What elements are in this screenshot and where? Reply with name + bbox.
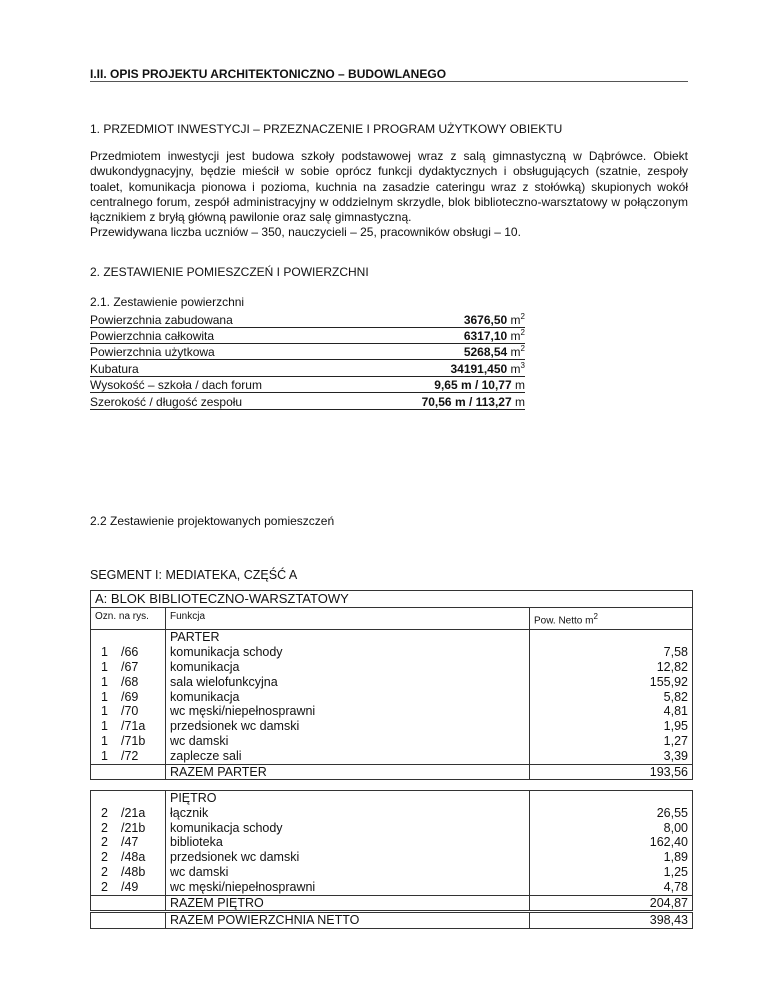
room-number: /69: [121, 689, 139, 704]
room-number: /71a: [121, 719, 146, 734]
cell: [91, 912, 166, 929]
table-row: [91, 660, 693, 675]
area-unit-sup: 2: [520, 328, 525, 338]
room-number: /72: [121, 748, 139, 763]
table-row: [91, 719, 693, 734]
floor-number: 1: [101, 659, 108, 674]
floor-number: 1: [101, 645, 108, 660]
room-id: [91, 880, 166, 895]
area-row: [90, 327, 525, 344]
room-number: /48b: [121, 864, 146, 879]
floor-label: PARTER: [166, 630, 530, 645]
area-number: 6317,10: [463, 329, 508, 344]
room-function: komunikacja schody: [166, 821, 530, 836]
room-function: przedsionek wc damski: [166, 719, 530, 734]
room-area: 1,25: [530, 865, 693, 880]
room-function: zaplecze sali: [166, 749, 530, 764]
area-unit: m: [510, 313, 521, 327]
room-number: /21b: [121, 820, 146, 835]
area-value: [450, 359, 525, 376]
area-value: [464, 326, 525, 343]
cell: [91, 764, 166, 780]
col-header-sup: 2: [593, 612, 598, 621]
table-row: [91, 704, 693, 719]
cell: [530, 630, 693, 645]
room-id: [91, 690, 166, 705]
room-id: [91, 645, 166, 660]
table-row: [91, 749, 693, 764]
col-header-area: [530, 608, 693, 630]
cell: [530, 791, 693, 806]
room-area: 12,82: [530, 660, 693, 675]
floor-number: 2: [101, 835, 108, 850]
room-function: łącznik: [166, 806, 530, 821]
area-label: Powierzchnia zabudowana: [90, 313, 233, 327]
headcount-paragraph: Przewidywana liczba uczniów – 350, nauczycieli – 25, pracowników obsługi – 10.: [90, 225, 521, 240]
col-header-area-label: Pow. Netto m: [534, 615, 594, 627]
room-function: sala wielofunkcyjna: [166, 675, 530, 690]
total-row: [91, 764, 693, 780]
area-row: [90, 360, 525, 377]
total-label: RAZEM PIĘTRO: [166, 895, 530, 912]
floor-number: 1: [101, 719, 108, 734]
room-number: /70: [121, 704, 139, 719]
total-value: 204,87: [530, 895, 693, 912]
cell: [91, 895, 166, 912]
area-unit: m: [510, 329, 521, 344]
room-function: wc damski: [166, 865, 530, 880]
table-row: [91, 835, 693, 850]
col-header-ozn: Ozn. na rys.: [91, 608, 166, 630]
area-row: [90, 393, 525, 410]
room-id: [91, 865, 166, 880]
rooms-table-parter: [90, 590, 693, 780]
room-area: 26,55: [530, 806, 693, 821]
floor-number: 2: [101, 850, 108, 865]
table-row: [91, 675, 693, 690]
floor-number: 2: [101, 864, 108, 879]
room-area: 155,92: [530, 675, 693, 690]
section1-heading: 1. PRZEDMIOT INWESTYCJI – PRZEZNACZENIE I PROGRAM UŻYTKOWY OBIEKTU: [90, 122, 563, 136]
area-unit: m: [515, 377, 525, 392]
room-id: [91, 749, 166, 764]
floor-number: 1: [101, 674, 108, 689]
table-row: [91, 690, 693, 705]
table-row: [91, 880, 693, 895]
grand-total-row: [91, 912, 693, 929]
area-number: 3676,50: [463, 313, 508, 327]
room-function: komunikacja schody: [166, 645, 530, 660]
room-id: [91, 821, 166, 836]
room-number: /68: [121, 674, 139, 689]
area-number: 34191,450: [450, 361, 508, 376]
cell: [91, 791, 166, 806]
room-id: [91, 704, 166, 719]
area-value: [422, 395, 525, 409]
floor-number: 1: [101, 733, 108, 748]
grand-total-value: 398,43: [530, 912, 693, 929]
area-value: [434, 378, 525, 392]
room-id: [91, 660, 166, 675]
area-label: Wysokość – szkoła / dach forum: [90, 377, 262, 392]
document-title: I.II. OPIS PROJEKTU ARCHITEKTONICZNO – BUDOWLANEGO: [90, 67, 447, 81]
total-row: [91, 895, 693, 912]
room-area: 5,82: [530, 690, 693, 705]
room-number: /47: [121, 835, 139, 850]
area-unit: m: [510, 361, 521, 376]
area-unit-sup: 2: [520, 344, 525, 354]
area-summary-heading: 2.1. Zestawienie powierzchni: [90, 295, 245, 309]
room-function: wc męski/niepełnosprawni: [166, 704, 530, 719]
room-function: wc męski/niepełnosprawni: [166, 880, 530, 895]
room-area: 3,39: [530, 749, 693, 764]
block-title: A: BLOK BIBLIOTECZNO-WARSZTATOWY: [91, 591, 693, 608]
grand-total-label: RAZEM POWIERZCHNIA NETTO: [166, 912, 530, 929]
room-number: /66: [121, 645, 139, 660]
room-id: [91, 850, 166, 865]
area-label: Powierzchnia całkowita: [90, 329, 215, 344]
room-id: [91, 806, 166, 821]
room-function: komunikacja: [166, 690, 530, 705]
room-area: 4,78: [530, 880, 693, 895]
section2-heading: 2. ZESTAWIENIE POMIESZCZEŃ I POWIERZCHNI: [90, 265, 369, 279]
table-row: [91, 821, 693, 836]
room-function: biblioteka: [166, 835, 530, 850]
area-number: 9,65 m / 10,77: [434, 377, 512, 392]
floor-number: 2: [101, 805, 108, 820]
floor-number: 2: [101, 820, 108, 835]
segment-heading: SEGMENT I: MEDIATEKA, CZĘŚĆ A: [90, 568, 298, 582]
room-number: /71b: [121, 733, 146, 748]
area-row: [90, 311, 525, 328]
room-function: komunikacja: [166, 660, 530, 675]
room-id: [91, 734, 166, 749]
room-id: [91, 835, 166, 850]
table-row: [91, 645, 693, 660]
area-unit: m: [510, 345, 521, 360]
area-value: [464, 310, 525, 327]
room-function: przedsionek wc damski: [166, 850, 530, 865]
room-area: 1,95: [530, 719, 693, 734]
area-value: [464, 342, 525, 359]
floor-number: 1: [101, 689, 108, 704]
area-label: Kubatura: [90, 361, 139, 376]
room-number: /49: [121, 879, 139, 894]
room-area: 1,89: [530, 850, 693, 865]
room-area: 162,40: [530, 835, 693, 850]
total-value: 193,56: [530, 764, 693, 780]
rooms-table-pietro: [90, 790, 693, 929]
area-unit-sup: 2: [520, 312, 525, 321]
floor-number: 1: [101, 748, 108, 763]
room-id: [91, 675, 166, 690]
area-unit: m: [515, 395, 525, 409]
table-row: [91, 734, 693, 749]
section1-text: [90, 149, 688, 241]
room-id: [91, 719, 166, 734]
total-label: RAZEM PARTER: [166, 764, 530, 780]
description-paragraph: Przedmiotem inwestycji jest budowa szkoły podstawowej wraz z salą gimnastyczną w Dąbrówce. Obiekt dwukondygnacyjny, będzie mieścił w sobie oprócz funkcji dydaktycznych i obsługujących (szatnie, zespoły toalet, komunikacja pionowa i pozioma, kuchnia na zasadzie cateringu wraz z stołówką) skupionych wokół centralnego forum, zespół administracyjny w oddzielnym skrzydle, blok biblioteczno-warsztatowy w połączonym łącznikiem z bryłą główną pawilonie oraz salę gimnastyczną.: [90, 149, 688, 225]
col-header-funkcja: Funkcja: [166, 608, 530, 630]
area-label: Szerokość / długość zespołu: [90, 395, 243, 409]
room-function: wc damski: [166, 734, 530, 749]
room-area: 8,00: [530, 821, 693, 836]
room-area: 7,58: [530, 645, 693, 660]
floor-number: 2: [101, 879, 108, 894]
area-number: 5268,54: [463, 345, 508, 360]
table-row: [91, 865, 693, 880]
table-row: [91, 806, 693, 821]
area-row: [90, 376, 525, 393]
room-number: /67: [121, 659, 139, 674]
room-number: /21a: [121, 805, 146, 820]
title-underline: [90, 81, 688, 82]
table-row: [91, 850, 693, 865]
room-area: 1,27: [530, 734, 693, 749]
area-unit-sup: 3: [520, 360, 525, 370]
cell: [91, 630, 166, 645]
room-area: 4,81: [530, 704, 693, 719]
rooms-heading: 2.2 Zestawienie projektowanych pomieszczeń: [90, 514, 335, 528]
floor-label: PIĘTRO: [166, 791, 530, 806]
area-label: Powierzchnia użytkowa: [90, 345, 215, 360]
floor-number: 1: [101, 704, 108, 719]
area-number: 70,56 m / 113,27: [421, 395, 512, 409]
room-number: /48a: [121, 850, 146, 865]
